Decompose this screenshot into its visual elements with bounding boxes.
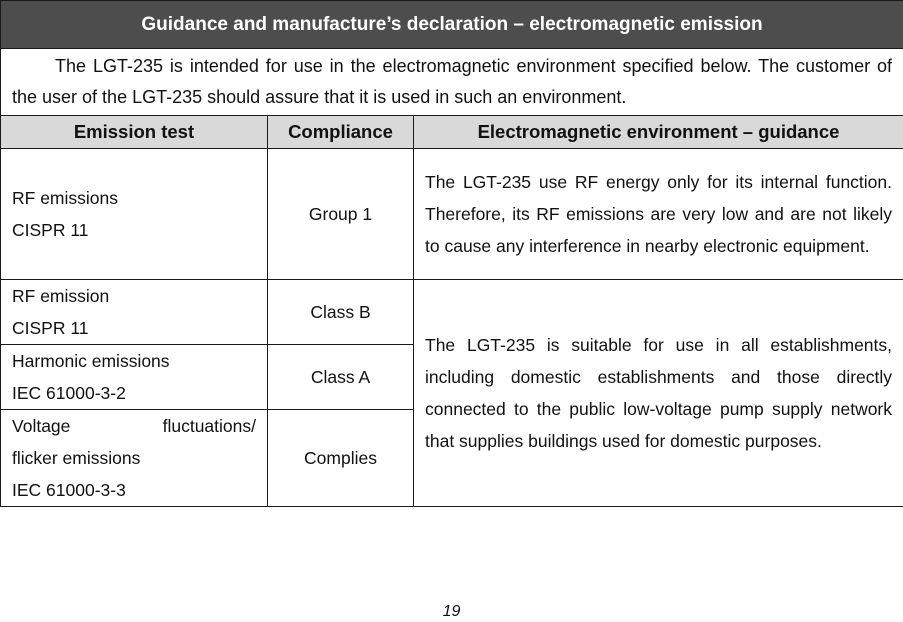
emission-test-name [12, 410, 256, 442]
emission-test-cell [1, 149, 268, 280]
emission-test-standard: IEC 61000-3-3 [12, 480, 126, 500]
emission-test-name-part1: Voltage [12, 416, 71, 436]
emission-test-standard: CISPR 11 [12, 318, 89, 338]
emission-test-name: RF emissions [12, 188, 118, 208]
column-header-emission-test: Emission test [1, 116, 268, 149]
emission-test-standard: IEC 61000-3-2 [12, 383, 126, 403]
emission-test-cell [1, 345, 268, 410]
table-row [1, 280, 903, 345]
guidance-text: The LGT-235 use RF energy only for its internal function. Therefore, its RF emissions are very low and are not likely to cause any interference in nearby electronic equipment. [414, 149, 903, 280]
emission-test-cell [1, 280, 268, 345]
emission-test-cell [1, 410, 268, 507]
emission-test-name-cont: flicker emissions [12, 448, 141, 468]
compliance-value: Class B [268, 280, 414, 345]
table-title: Guidance and manufacture’s declaration – electromagnetic emission [1, 1, 903, 49]
emission-test-name: Harmonic emissions [12, 351, 170, 371]
emission-test-standard: CISPR 11 [12, 220, 89, 240]
table-header-row [1, 116, 903, 149]
emission-test-name-part2: fluctuations/ [162, 416, 256, 436]
emission-test-name: RF emission [12, 286, 110, 306]
column-header-compliance: Compliance [268, 116, 414, 149]
compliance-value: Group 1 [268, 149, 414, 280]
page-number: 19 [442, 603, 461, 620]
guidance-text: The LGT-235 is suitable for use in all establishments, including domestic establishments and those directly connected to the public low-voltage pump supply network that supplies buildings used for domestic purposes. [414, 280, 903, 507]
column-header-guidance: Electromagnetic environment – guidance [414, 116, 903, 149]
compliance-value: Class A [268, 345, 414, 410]
table-row [1, 149, 903, 280]
intro-paragraph: The LGT-235 is intended for use in the electromagnetic environment specified below. The customer of the user of the LGT-235 should assure that it is used in such an environment. [1, 49, 903, 116]
compliance-value: Complies [268, 410, 414, 507]
